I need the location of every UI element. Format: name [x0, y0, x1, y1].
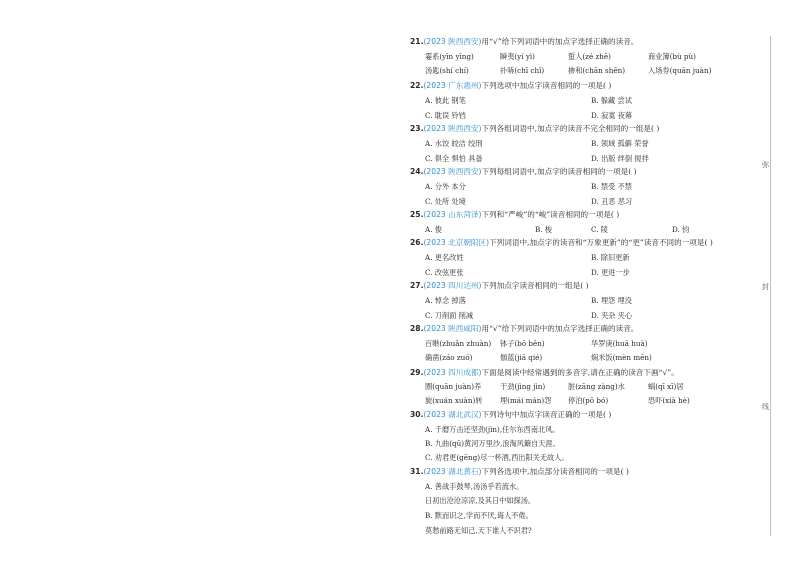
question-number: 30.: [410, 410, 424, 419]
answer-option: 掺和(chān shēn): [568, 66, 626, 75]
question-21-stem: [410, 37, 638, 47]
answer-option: 确凿(záo zuó): [425, 353, 473, 362]
answer-option: A. 彼此 钢笔: [425, 96, 466, 105]
answer-option: C. 劝君更(gēng)尽一杯酒,西出阳关无故人。: [425, 453, 569, 462]
answer-option: C. 刀削面 削减: [425, 311, 474, 320]
answer-option: 埋(mái mán)怨: [500, 396, 552, 405]
question-number: 27.: [410, 281, 424, 290]
answer-option: 干劲(jìng jìn): [500, 382, 546, 391]
answer-option: B. 躲藏 尝试: [591, 96, 632, 105]
question-source: (2023 湖北黄石): [423, 467, 482, 476]
question-text: 用“√”给下列词语中的加点字选择正确的读音。: [481, 37, 639, 46]
question-28-stem: [410, 324, 638, 334]
question-31-stem: [410, 467, 629, 477]
answer-option: D. 钧: [672, 225, 690, 234]
question-source: (2023 四川达州): [423, 281, 482, 290]
question-text: 下列词语中,加点字的读音和“万象更新”的“更”读音不同的一项是( ): [489, 238, 713, 247]
answer-option: 旋(xuán xuàn)转: [425, 396, 483, 405]
question-text: 下列诗句中加点字读音正确的一项是( ): [481, 410, 612, 419]
question-30-stem: [410, 410, 611, 420]
binding-label-feng: 封: [762, 283, 769, 291]
question-29-stem: [410, 368, 679, 378]
answer-option: 停泊(pō bó): [568, 396, 609, 405]
answer-option: 恐吓(xià hè): [648, 396, 690, 405]
answer-option: A. 悼念 掉落: [425, 296, 466, 305]
question-text: 用“√”给下列词语中的加点字选择正确的读音。: [481, 324, 639, 333]
answer-option: 伽蓝(jiā qié): [500, 353, 543, 362]
answer-option: B. 默而识之,学而不厌,诲人不倦。: [425, 511, 533, 520]
answer-option: C. 陵: [591, 225, 608, 234]
answer-option: C. 耽误 铃铛: [425, 111, 466, 120]
answer-option: 商业簿(bù pù): [648, 52, 696, 61]
question-text: 下列和“严峻”的“峻”读音相同的一项是( ): [481, 210, 620, 219]
answer-option: 日初出沧沧凉凉,及其日中如探汤。: [425, 496, 536, 505]
question-27-stem: [410, 281, 589, 291]
answer-option: A. 俊: [425, 225, 442, 234]
question-source: (2023 陕西西安): [423, 37, 482, 46]
answer-option: D. 丑恶 恶习: [591, 197, 633, 206]
question-22-stem: [410, 81, 611, 91]
answer-option: 蜇人(zé zhē): [568, 52, 611, 61]
question-number: 25.: [410, 210, 424, 219]
question-text: 下列选项中加点字读音相同的一项是( ): [481, 81, 612, 90]
question-source: (2023 陕西咸阳): [423, 324, 482, 333]
question-number: 29.: [410, 368, 424, 377]
question-number: 21.: [410, 37, 424, 46]
question-source: (2023 四川成都): [423, 368, 482, 377]
answer-option: 入场券(quān juàn): [648, 66, 712, 75]
answer-option: A. 更名改姓: [425, 253, 464, 262]
binding-label-mi: 弥: [762, 161, 769, 169]
answer-option: 百啭(zhuǎn zhuàn): [425, 339, 492, 348]
answer-option: 焖米饭(mèn mēn): [591, 353, 652, 362]
answer-option: 霎系(yīn yīng): [425, 52, 474, 61]
question-source: (2023 广东惠州): [423, 81, 482, 90]
answer-option: A. 水饺 皎洁 绞刑: [425, 139, 483, 148]
question-source: (2023 陕西西安): [423, 167, 482, 176]
question-number: 26.: [410, 238, 424, 247]
answer-option: 脏(zāng zàng)水: [568, 382, 625, 391]
question-number: 31.: [410, 467, 424, 476]
question-24-stem: [410, 167, 637, 177]
answer-option: D. 寂寞 夜幕: [591, 111, 633, 120]
answer-option: 扑哧(chī chǐ): [500, 66, 545, 75]
binding-line: [770, 36, 771, 536]
answer-option: B. 梭: [535, 225, 553, 234]
answer-option: 蜗(qī xī)居: [648, 382, 684, 391]
question-source: (2023 陕西西安): [423, 124, 482, 133]
answer-option: D. 出版 绊倒 搅拌: [591, 154, 649, 163]
answer-option: 华罗庚(huā huà): [591, 339, 648, 348]
answer-option: 汤匙(shí chí): [425, 66, 469, 75]
question-source: (2023 湖北武汉): [423, 410, 482, 419]
answer-option: 瞬夷(yí yì): [500, 52, 535, 61]
question-number: 23.: [410, 124, 424, 133]
answer-option: 圈(quān juàn)养: [425, 382, 482, 391]
question-source: (2023 北京朝阳区): [423, 238, 490, 247]
answer-option: A. 善战手鼓琴,汤汤乎若流水。: [425, 482, 524, 491]
answer-option: B. 埋怨 埋没: [591, 296, 632, 305]
question-26-stem: [410, 238, 713, 248]
question-number: 28.: [410, 324, 424, 333]
question-23-stem: [410, 124, 659, 134]
answer-option: B. 除旧更新: [591, 253, 630, 262]
answer-option: A. 分外 本分: [425, 182, 466, 191]
answer-option: C. 俱全 惧怕 具备: [425, 154, 483, 163]
answer-option: B. 九曲(qū)黄河万里沙,浪淘风簸自天涯。: [425, 439, 560, 448]
answer-option: 莫愁前路无知己,天下谁人不识君?: [425, 526, 532, 535]
question-25-stem: [410, 210, 619, 220]
question-text: 下列每组词语中,加点字的读音相同的一项是( ): [481, 167, 637, 176]
answer-option: C. 处所 处境: [425, 197, 466, 206]
answer-option: C. 改弦更张: [425, 268, 464, 277]
question-number: 22.: [410, 81, 424, 90]
answer-option: D. 更进一步: [591, 268, 630, 277]
answer-option: A. 千磨万击还坚劲(jìn),任尔东西南北风。: [425, 425, 560, 434]
question-text: 下列各选项中,加点部分读音相同的一项是( ): [481, 467, 629, 476]
question-text: 下列加点字读音相同的一组是( ): [481, 281, 589, 290]
answer-option: 钵子(bō běn): [500, 339, 545, 348]
question-number: 24.: [410, 167, 424, 176]
question-source: (2023 山东菏泽): [423, 210, 482, 219]
answer-option: D. 夹杂 夹心: [591, 311, 633, 320]
question-text: 下列各组词语中,加点字的读音不完全相同的一组是( ): [481, 124, 660, 133]
binding-label-xian: 线: [762, 403, 769, 411]
question-text: 下面是阅读中经常遇到的多音字,请在正确的读音下画“√”。: [481, 368, 679, 377]
answer-option: B. 领域 孤僻 荣誉: [591, 139, 649, 148]
answer-option: B. 禁受 不禁: [591, 182, 632, 191]
